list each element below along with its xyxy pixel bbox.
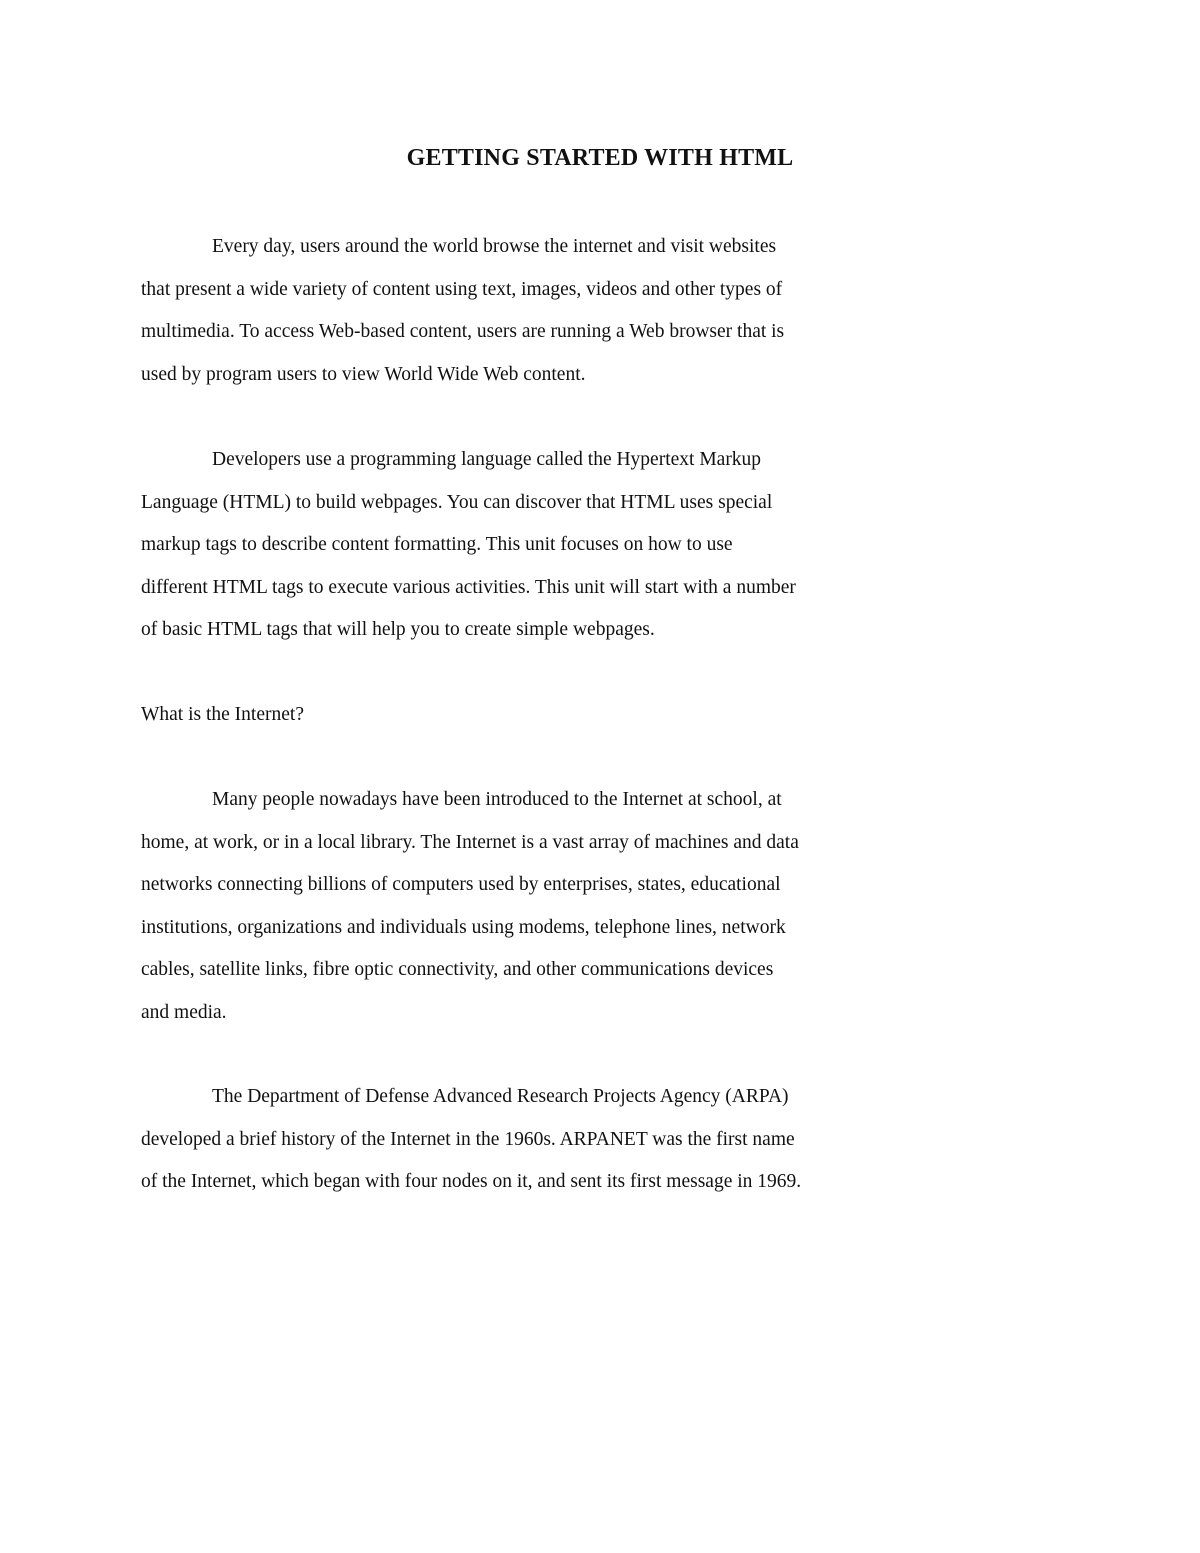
paragraph-line: networks connecting billions of computers used by enterprises, states, educational bbox=[141, 874, 781, 896]
page-title: GETTING STARTED WITH HTML bbox=[406, 145, 794, 171]
paragraph-web-browsing bbox=[141, 226, 881, 396]
paragraph-line: markup tags to describe content formatting. This unit focuses on how to use bbox=[141, 534, 733, 556]
paragraph-html-intro bbox=[141, 439, 881, 652]
paragraph-line: developed a brief history of the Internet in the 1960s. ARPANET was the first name bbox=[141, 1128, 795, 1150]
paragraph-line: used by program users to view World Wide Web content. bbox=[141, 363, 586, 385]
paragraph-line: institutions, organizations and individuals using modems, telephone lines, network bbox=[141, 916, 786, 938]
paragraph-arpanet-history bbox=[141, 1076, 881, 1204]
section-heading-text: What is the Internet? bbox=[141, 704, 304, 725]
paragraph-line: Language (HTML) to build webpages. You can discover that HTML uses special bbox=[141, 491, 773, 513]
paragraph-internet-definition bbox=[141, 779, 881, 1035]
section-heading-internet bbox=[141, 694, 881, 737]
paragraph-line: Many people nowadays have been introduced to the Internet at school, at bbox=[212, 789, 782, 810]
paragraph-line: that present a wide variety of content using text, images, videos and other types of bbox=[141, 278, 783, 300]
paragraph-line: of the Internet, which began with four nodes on it, and sent its first message in 1969. bbox=[141, 1171, 802, 1193]
paragraph-line: different HTML tags to execute various activities. This unit will start with a number bbox=[141, 576, 796, 598]
paragraph-line: Every day, users around the world browse the internet and visit websites bbox=[212, 236, 777, 257]
paragraph-line: home, at work, or in a local library. The Internet is a vast array of machines and data bbox=[141, 831, 799, 853]
paragraph-line: multimedia. To access Web-based content, users are running a Web browser that is bbox=[141, 321, 785, 343]
paragraph-line: and media. bbox=[141, 1001, 227, 1023]
paragraph-line: cables, satellite links, fibre optic connectivity, and other communications devices bbox=[141, 959, 774, 981]
paragraph-line: Developers use a programming language called the Hypertext Markup bbox=[212, 449, 762, 470]
paragraph-line: of basic HTML tags that will help you to create simple webpages. bbox=[141, 619, 655, 641]
paragraph-line: The Department of Defense Advanced Research Projects Agency (ARPA) bbox=[212, 1086, 789, 1107]
